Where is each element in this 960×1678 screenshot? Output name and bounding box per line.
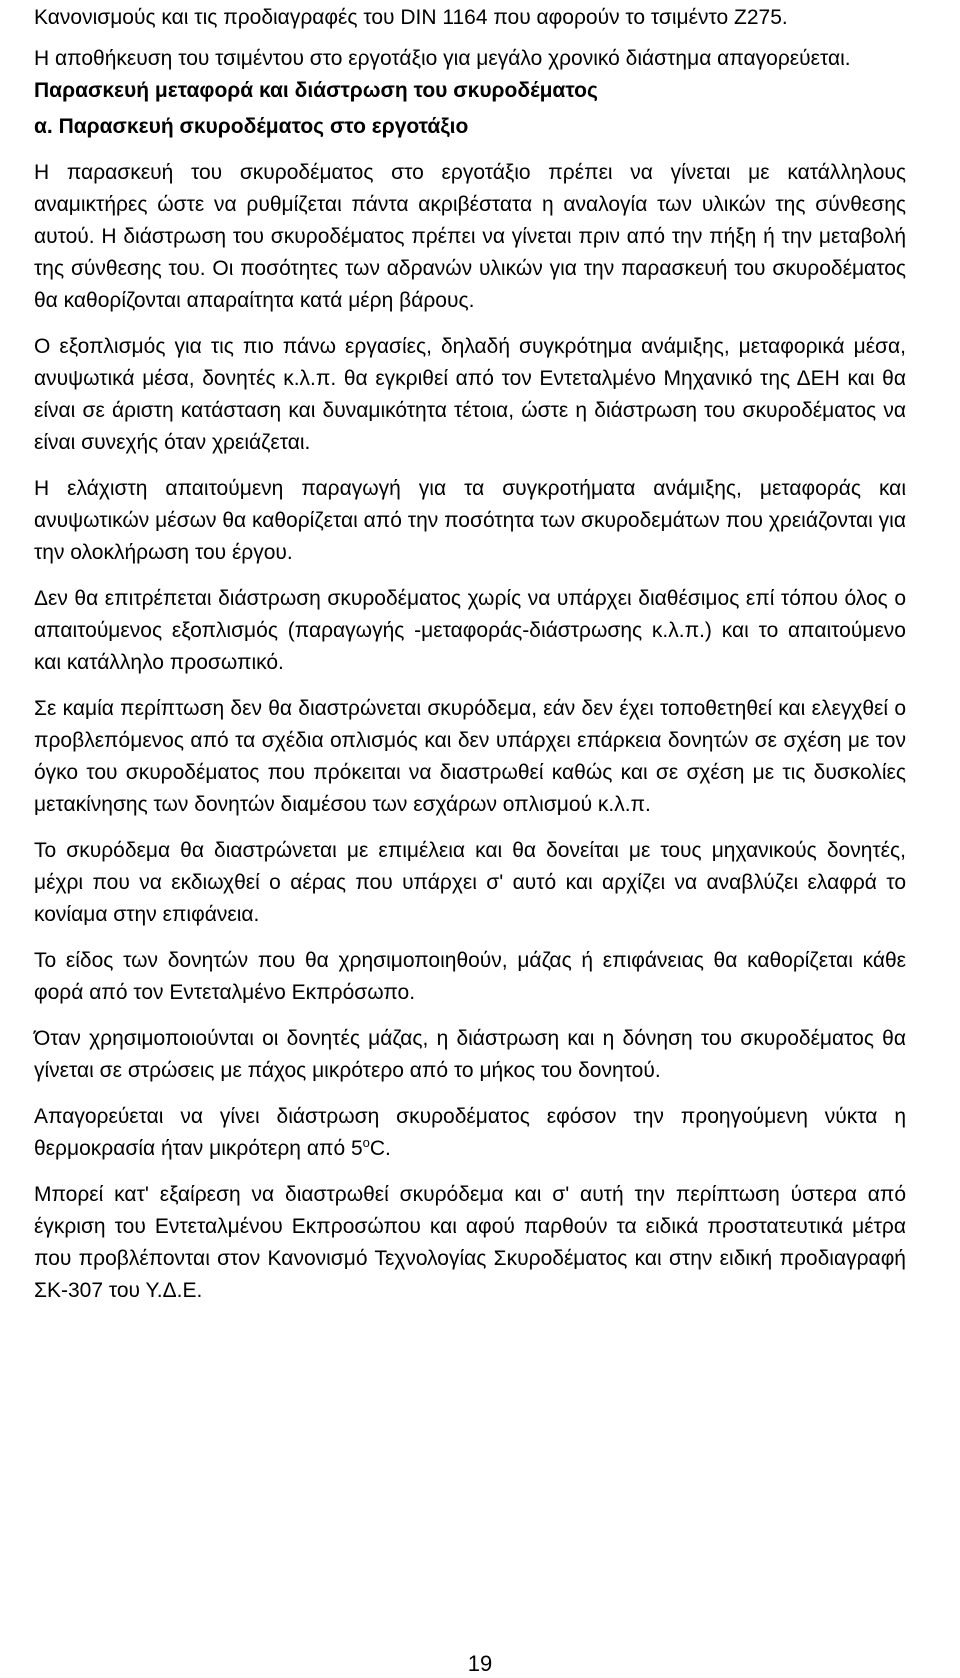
page-number: 19 [467, 1651, 493, 1676]
paragraph-vibrator-type: Το είδος των δονητών που θα χρησιμοποιηθούν, μάζας ή επιφάνειας θα καθορίζεται κάθε φορά από τον Εντεταλμένο Εκπρόσωπο. [34, 949, 906, 1004]
paragraph-equipment: Ο εξοπλισμός για τις πιο πάνω εργασίες, δηλαδή συγκρότημα ανάμιξης, μεταφορικά μέσα, ανυψωτικά μέσα, δονητές κ.λ.π. θα εγκριθεί από τον Εντεταλμένο Μηχανικό της ΔΕΗ και θα είναι σε άριστη κατάσταση και δυναμικότητα τέτοια, ώστε η διάστρωση του σκυροδέματος να είναι συνεχής όταν χρειάζεται. [34, 335, 906, 454]
paragraph-vibration: Το σκυρόδεμα θα διαστρώνεται με επιμέλεια και θα δονείται με τους μηχανικούς δονητές, μέχρι που να εκδιωχθεί ο αέρας που υπάρχει σ' αυτό και αρχίζει να αναβλύζει ελαφρά το κονίαμα στην επιφάνεια. [34, 839, 906, 926]
paragraph-exception: Μπορεί κατ' εξαίρεση να διαστρωθεί σκυρόδεμα και σ' αυτή την περίπτωση ύστερα από έγκριση του Εντεταλμένου Εκπροσώπου και αφού παρθούν τα ειδικά προστατευτικά μέτρα που προβλέπονται στον Κανονισμό Τεχνολογίας Σκυροδέματος και στην ειδική προδιαγραφή ΣΚ-307 του Υ.Δ.Ε. [34, 1183, 906, 1302]
intro-paragraph-2: Η αποθήκευση του τσιμέντου στο εργοτάξιο για μεγάλο χρονικό διάστημα απαγορεύεται. [34, 47, 851, 70]
paragraph-minimum-production: Η ελάχιστη απαιτούμενη παραγωγή για τα συγκροτήματα ανάμιξης, μεταφοράς και ανυψωτικών μέσων θα καθορίζεται από την ποσότητα των σκυροδεμάτων που χρειάζονται για την ολοκλήρωση του έργου. [34, 477, 906, 564]
document-page [34, 0, 906, 1307]
paragraph-temperature [34, 1101, 906, 1165]
temperature-text: Απαγορεύεται να γίνει διάστρωση σκυροδέματος εφόσον την προηγούμενη νύκτα η θερμοκρασία ήταν μικρότερη από 5 [34, 1105, 906, 1160]
paragraph-mixing: Η παρασκευή του σκυροδέματος στο εργοτάξιο πρέπει να γίνεται με κατάλληλους αναμικτήρες ώστε να ρυθμίζεται πάντα ακριβέστατα η αναλογία των υλικών της σύνθεσης αυτού. Η διάστρωση του σκυροδέματος πρέπει να γίνεται πριν από την πήξη ή την μεταβολή της σύνθεσης του. Οι ποσότητες των αδρανών υλικών για την παρασκευή του σκυροδέματος θα καθορίζονται απαραίτητα κατά μέρη βάρους. [34, 161, 906, 312]
temperature-unit: C. [369, 1137, 391, 1160]
section-title: Παρασκευή μεταφορά και διάστρωση του σκυροδέματος [34, 79, 598, 102]
intro-paragraph-1: Κανονισμούς και τις προδιαγραφές του DIN 1164 που αφορούν το τσιμέντο Z275. [34, 6, 788, 29]
degree-superscript: o [362, 1135, 370, 1150]
paragraph-reinforcement-check: Σε καμία περίπτωση δεν θα διαστρώνεται σκυρόδεμα, εάν δεν έχει τοποθετηθεί και ελεγχθεί ο προβλεπόμενος από τα σχέδια οπλισμός και δεν υπάρχει επάρκεια δονητών σε σχέση με τον όγκο του σκυροδέματος που πρόκειται να διαστρωθεί καθώς και σε σχέση με τις δυσκολίες μετακίνησης των δονητών διαμέσου των εσχάρων οπλισμού κ.λ.π. [34, 697, 906, 816]
paragraph-layers: Όταν χρησιμοποιούνται οι δονητές μάζας, η διάστρωση και η δόνηση του σκυροδέματος θα γίνεται σε στρώσεις με πάχος μικρότερο από το μήκος του δονητού. [34, 1027, 906, 1082]
paragraph-equipment-availability: Δεν θα επιτρέπεται διάστρωση σκυροδέματος χωρίς να υπάρχει διαθέσιμος επί τόπου όλος ο απαιτούμενος εξοπλισμός (παραγωγής -μεταφοράς-διάστρωσης κ.λ.π.) και το απαιτούμενο και κατάλληλο προσωπικό. [34, 587, 906, 674]
section-subtitle: α. Παρασκευή σκυροδέματος στο εργοτάξιο [34, 115, 469, 138]
